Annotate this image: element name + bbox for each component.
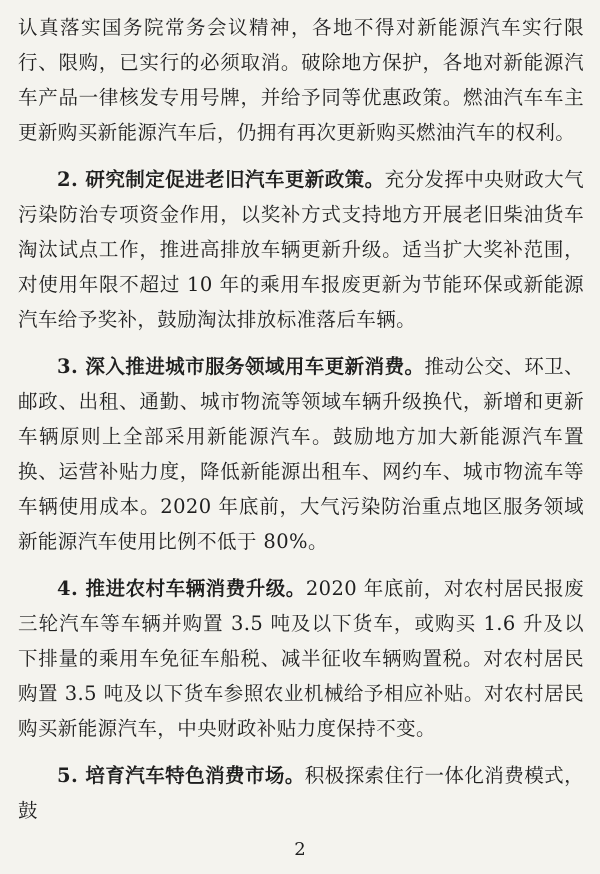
paragraph-4-lead: 4. 推进农村车辆消费升级。 <box>57 577 306 600</box>
paragraph-3-text: 推动公交、环卫、邮政、出租、通勤、城市物流等领域车辆升级换代，新增和更新车辆原则上全部采用新能源汽车。鼓励地方加大新能源汽车置换、运营补贴力度，降低新能源出租车、网约车、城市物流车等车辆使用成本。2020 年底前，大气污染防治重点地区服务领域新能源汽车使用比例不低于 80%。 <box>18 355 584 553</box>
paragraph-5-text: 积极探索住行一体化消费模式，鼓 <box>18 764 584 822</box>
paragraph-5-lead: 5. 培育汽车特色消费市场。 <box>57 764 305 787</box>
paragraph-2-lead: 2. 研究制定促进老旧汽车更新政策。 <box>57 168 385 191</box>
paragraph-1 <box>18 10 584 150</box>
paragraph-5 <box>18 758 584 828</box>
paragraph-4 <box>18 571 584 746</box>
paragraph-4-text: 2020 年底前，对农村居民报废三轮汽车等车辆并购置 3.5 吨及以下货车，或购买 1.6 升及以下排量的乘用车免征车船税、减半征收车辆购置税。对农村居民购置 3.5 吨及以下货车参照农业机械给予相应补贴。对农村居民购买新能源汽车，中央财政补贴力度保持不变。 <box>18 577 584 740</box>
paragraph-2-text: 充分发挥中央财政大气污染防治专项资金作用，以奖补方式支持地方开展老旧柴油货车淘汰试点工作，推进高排放车辆更新升级。适当扩大奖补范围，对使用年限不超过 10 年的乘用车报废更新为节能环保或新能源汽车给予奖补，鼓励淘汰排放标准落后车辆。 <box>18 168 584 331</box>
document-body <box>18 10 584 840</box>
paragraph-3 <box>18 349 584 559</box>
page-number: 2 <box>294 839 306 860</box>
paragraph-1-text: 认真落实国务院常务会议精神，各地不得对新能源汽车实行限行、限购，已实行的必须取消。破除地方保护，各地对新能源汽车产品一律核发专用号牌，并给予同等优惠政策。燃油汽车车主更新购买新能源汽车后，仍拥有再次更新购买燃油汽车的权利。 <box>18 16 584 144</box>
paragraph-2 <box>18 162 584 337</box>
paragraph-3-lead: 3. 深入推进城市服务领域用车更新消费。 <box>57 355 425 378</box>
